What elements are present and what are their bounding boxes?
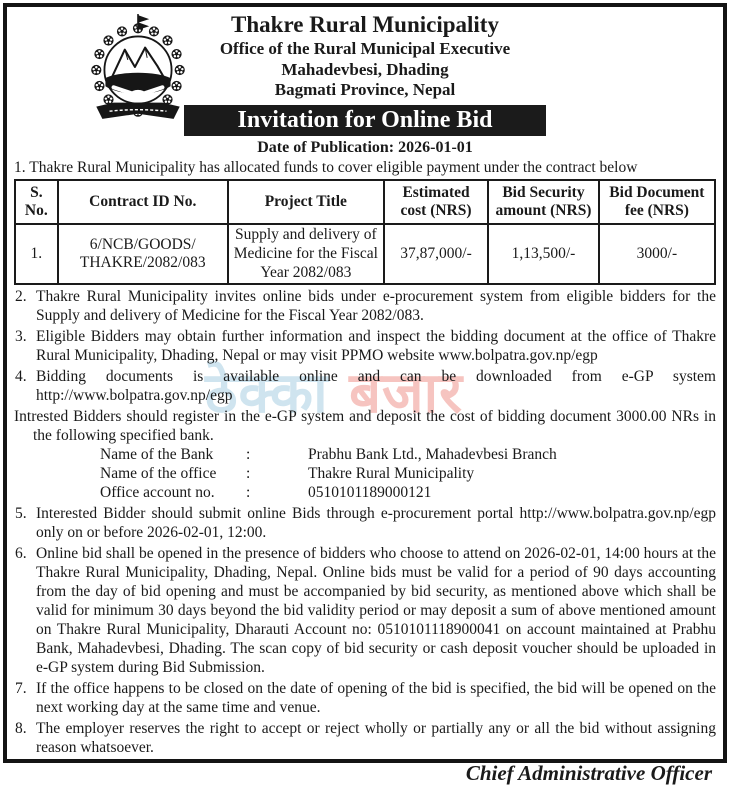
col-header-bid-doc-fee: Bid Document fee (NRS)	[599, 180, 715, 224]
clause-text: Interested Bidder should submit online Bids through e-procurement portal http://www.bolpatra.gov.np/egp only on or before 2026-02-01, 12:00.	[36, 505, 716, 542]
bank-name-row	[14, 445, 716, 464]
bank-value: Prabhu Bank Ltd., Mahadevbesi Branch	[308, 446, 557, 464]
province-line: Bagmati Province, Nepal	[274, 80, 456, 100]
signatory-title: Chief Administrative Officer	[465, 761, 712, 786]
municipal-emblem-icon	[86, 11, 190, 128]
document-page	[3, 3, 727, 786]
col-header-contract-id: Contract ID No.	[58, 180, 228, 224]
clause-text: Bidding documents is available online and can be downloaded from e-GP system http://www.bolpatra.gov.np/egp	[36, 368, 716, 405]
clause-5	[14, 504, 716, 542]
clause-text: Eligible Bidders may obtain further information and inspect the bidding document at the office of Thakre Rural Municipality, Dhading, Nepal or may visit PPMO website www.bolpatra.gov.np/egp	[36, 328, 716, 365]
clause-text: If the office happens to be closed on the date of opening of the bid is specified, the bid will be opened on the next working day at the same time and venue.	[36, 680, 716, 717]
bank-label: Name of the office	[100, 465, 217, 483]
bank-label: Office account no.	[100, 484, 215, 502]
bank-colon: :	[246, 484, 251, 502]
clause-number: 6.	[15, 545, 27, 563]
clause-number: 8.	[15, 720, 27, 738]
account-number-row	[14, 483, 716, 502]
clause-3	[14, 327, 716, 365]
bank-value: Thakre Rural Municipality	[308, 465, 475, 483]
clause-number: 4.	[15, 368, 27, 386]
cell-sn: 1.	[15, 224, 58, 284]
page-title: Thakre Rural Municipality	[231, 12, 499, 37]
office-line: Office of the Rural Municipal Executive	[219, 38, 511, 58]
clause-7	[14, 679, 716, 717]
col-header-bid-security: Bid Security amount (NRS)	[488, 180, 599, 224]
clause-2	[14, 287, 716, 325]
clause-4	[14, 367, 716, 405]
bank-colon: :	[246, 465, 251, 483]
watermark-left-text: ठेक्का	[205, 361, 329, 426]
clause-text: Online bid shall be opened in the presence of bidders who choose to attend on 2026-02-01, 14:00 hours at the Thakre Rural Municipality, Dhading, Nepal. Online bids must be valid for a period of 90 days accounting from the day of bid opening and must be accompanied by bid security, as mentioned above which shall be valid for minimum 30 days beyond the bid validity period or may deposit a sum of above mentioned amount on Thakre Rural Municipality, Dharauti Account no: 0510101118900041 on account maintained at Prabhu Bank, Mahadevbesi, Dhading. The scan copy of bid security or cash deposit voucher should be uploaded in e-GP system during Bid Submission.	[36, 545, 716, 677]
bank-label: Name of the Bank	[100, 446, 214, 464]
intro-number: 1.	[14, 159, 26, 177]
letterhead	[14, 9, 716, 136]
contract-table	[14, 179, 716, 285]
clause-number: 7.	[15, 680, 27, 698]
cell-project-title: Supply and delivery of Medicine for the Fiscal Year 2082/083	[228, 224, 384, 284]
col-header-project-title: Project Title	[228, 180, 384, 224]
cell-contract-id: 6/NCB/GOODS/ THAKRE/2082/083	[58, 224, 228, 284]
clause-text: The employer reserves the right to accept or reject wholly or partially any or all the bid without assigning reason whatsoever.	[36, 720, 716, 757]
clause-number: 3.	[15, 328, 27, 346]
publication-date: Date of Publication: 2026-01-01	[257, 139, 473, 157]
intro-text: Thakre Rural Municipality has allocated funds to cover eligible payment under the contract below	[29, 159, 638, 177]
clause-8	[14, 719, 716, 757]
watermark-right-text: बजार	[349, 361, 464, 426]
cell-bid-doc-fee: 3000/-	[599, 224, 715, 284]
col-header-estimated-cost: Estimated cost (NRS)	[384, 180, 488, 224]
intro-clause	[14, 158, 716, 177]
clause-text: Thakre Rural Municipality invites online bids under e-procurement system from eligible bidders for the Supply and delivery of Medicine for the Fiscal Year 2082/083.	[36, 288, 716, 325]
bank-value: 0510101189000121	[308, 484, 432, 502]
register-note: Intrested Bidders should register in the e-GP system and deposit the cost of bidding document 3000.00 NRs in the following specified bank.	[14, 408, 716, 445]
clause-number: 5.	[15, 505, 27, 523]
col-header-sn: S. No.	[15, 180, 58, 224]
table-header-row	[15, 180, 715, 224]
address-line: Mahadevbesi, Dhading	[281, 59, 449, 79]
office-name-row	[14, 464, 716, 483]
invitation-banner: Invitation for Online Bid	[184, 105, 546, 136]
cell-bid-security: 1,13,500/-	[488, 224, 599, 284]
clause-number: 2.	[15, 288, 27, 306]
bank-colon: :	[246, 446, 251, 464]
table-row	[15, 224, 715, 284]
cell-estimated-cost: 37,87,000/-	[384, 224, 488, 284]
clause-6	[14, 544, 716, 677]
